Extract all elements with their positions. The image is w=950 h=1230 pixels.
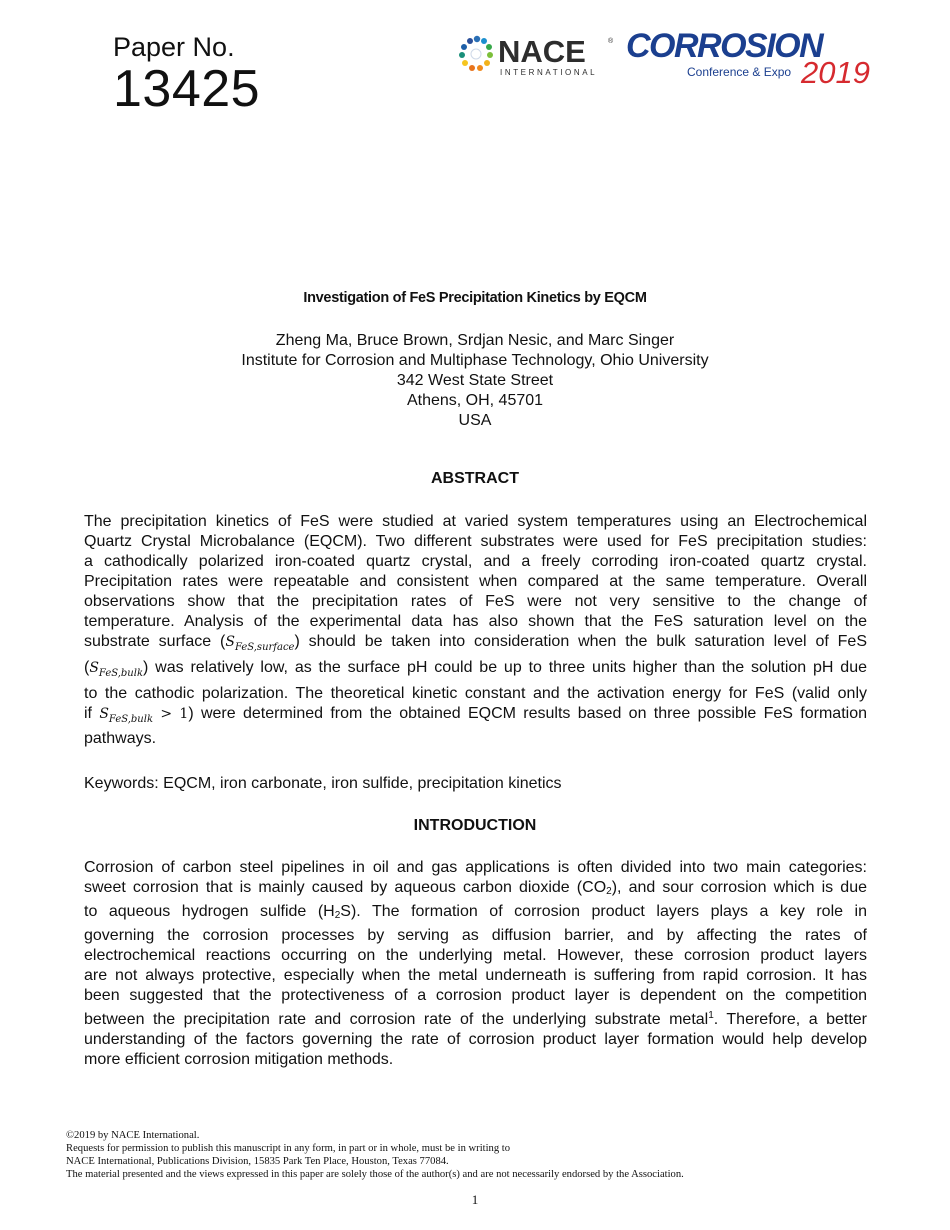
paper-number-block	[113, 32, 261, 118]
page-number: 1	[471, 1192, 479, 1207]
paper-number-label: Paper No.	[113, 32, 235, 62]
author-city: Athens, OH, 45701	[406, 392, 544, 409]
nace-logo-subtext: INTERNATIONAL	[500, 68, 598, 77]
abstract-line: The precipitation kinetics of FeS were studied at varied system temperatures using an Electrochemical	[84, 513, 867, 530]
nace-logo-text: NACE	[498, 34, 586, 69]
copyright-footer	[66, 1129, 684, 1181]
abstract-line: to the cathodic polarization. The theoretical kinetic constant and the activation energy for FeS (valid only	[84, 684, 867, 702]
intro-line: are not always protective, especially when the metal underneath is suffering from rapid corrosion. It has	[84, 967, 867, 984]
nace-logo	[455, 32, 615, 78]
intro-line: understanding of the factors governing the rate of corrosion product layer formation would help develop	[84, 1031, 867, 1048]
introduction-heading: INTRODUCTION	[413, 817, 537, 834]
keywords: Keywords: EQCM, iron carbonate, iron sulfide, precipitation kinetics	[84, 775, 562, 792]
intro-line: sweet corrosion that is mainly caused by aqueous carbon dioxide $(CO_2)$, and sour corrosion which is due	[84, 879, 867, 897]
footer-copyright: ©2019 by NACE International.	[66, 1130, 200, 1141]
footer-disclaimer: The material presented and the views expressed in this paper are solely those of the author(s) and are not necessarily endorsed by the Association.	[66, 1169, 684, 1180]
intro-line: more efficient corrosion mitigation methods.	[84, 1051, 394, 1068]
intro-line: Corrosion of carbon steel pipelines in oil and gas applications is often divided into two main categories:	[84, 859, 867, 876]
abstract-line: observations show that the precipitation rates of FeS were not very sensitive to the change of	[84, 593, 867, 610]
abstract-line: $(S_{FeS,bulk})$ was relatively low, as the surface pH could be up to three units higher than the solution pH due	[84, 658, 867, 679]
author-country: USA	[458, 412, 492, 429]
math-s-fes-surface: $S_{FeS,surface}$	[225, 634, 295, 653]
intro-line: between the precipitation rate and corrosion rate of the underlying substrate metal$^1$. Therefore, a better	[84, 1010, 867, 1028]
conference-logo-text: CORROSION	[626, 30, 823, 65]
svg-text:®: ®	[608, 38, 614, 45]
conference-logo-subtext: Conference & Expo	[687, 65, 792, 79]
intro-line: governing the corrosion processes by serving as diffusion barrier, and by affecting the rates of	[84, 927, 867, 944]
abstract-body	[84, 512, 867, 749]
intro-line: to aqueous hydrogen sulfide $(H_2S)$. The formation of corrosion product layers plays a key role in	[84, 903, 868, 921]
abstract-line: pathways.	[84, 730, 157, 748]
author-names: Zheng Ma, Bruce Brown, Srdjan Nesic, and Marc Singer	[275, 332, 675, 349]
abstract-line: substrate surface $(S_{FeS,surface})$ should be taken into consideration when the bulk saturation level of FeS	[84, 633, 868, 653]
paper-title: Investigation of FeS Precipitation Kinetics by EQCM	[303, 290, 647, 306]
author-street: 342 West State Street	[396, 372, 554, 389]
abstract-line: Precipitation rates were repeatable and consistent when compared at the same temperature. Overall	[84, 573, 867, 590]
abstract-line: a cathodically polarized iron-coated quartz crystal, and a freely corroding iron-coated quartz crystal.	[84, 553, 867, 570]
introduction-body	[84, 858, 867, 1070]
intro-line: electrochemical reactions occurring on the underlying metal. However, these corrosion product layers	[84, 947, 867, 964]
footer-permission: Requests for permission to publish this manuscript in any form, in part or in whole, must be in writing to	[66, 1143, 511, 1154]
footer-address: NACE International, Publications Division, 15835 Park Ten Place, Houston, Texas 77084.	[66, 1156, 449, 1167]
corrosion-2019-logo	[625, 30, 885, 86]
author-institution: Institute for Corrosion and Multiphase Technology, Ohio University	[241, 352, 709, 369]
author-block	[0, 331, 950, 431]
math-s-fes-bulk-gt-1: $S_{FeS,bulk} > 1$	[99, 705, 189, 725]
abstract-heading: ABSTRACT	[431, 470, 519, 487]
intro-line: been suggested that the protectiveness of a corrosion product layer is dependent on the competition	[84, 987, 867, 1004]
paper-number: 13425	[113, 60, 261, 118]
abstract-line: Quartz Crystal Microbalance (EQCM). Two different substrates were used for FeS precipitation studies:	[84, 533, 867, 550]
nace-emblem	[459, 36, 493, 71]
abstract-line: temperature. Analysis of the experimental data has also shown that the FeS saturation level on the	[84, 613, 867, 630]
math-s-fes-bulk: $S_{FeS,bulk}$	[89, 659, 144, 679]
conference-year: 2019	[801, 55, 870, 86]
abstract-line: if $S_{FeS,bulk} > 1$) were determined from the obtained EQCM results based on three possible FeS formation	[84, 704, 867, 725]
reference-marker: 1	[708, 1010, 714, 1021]
